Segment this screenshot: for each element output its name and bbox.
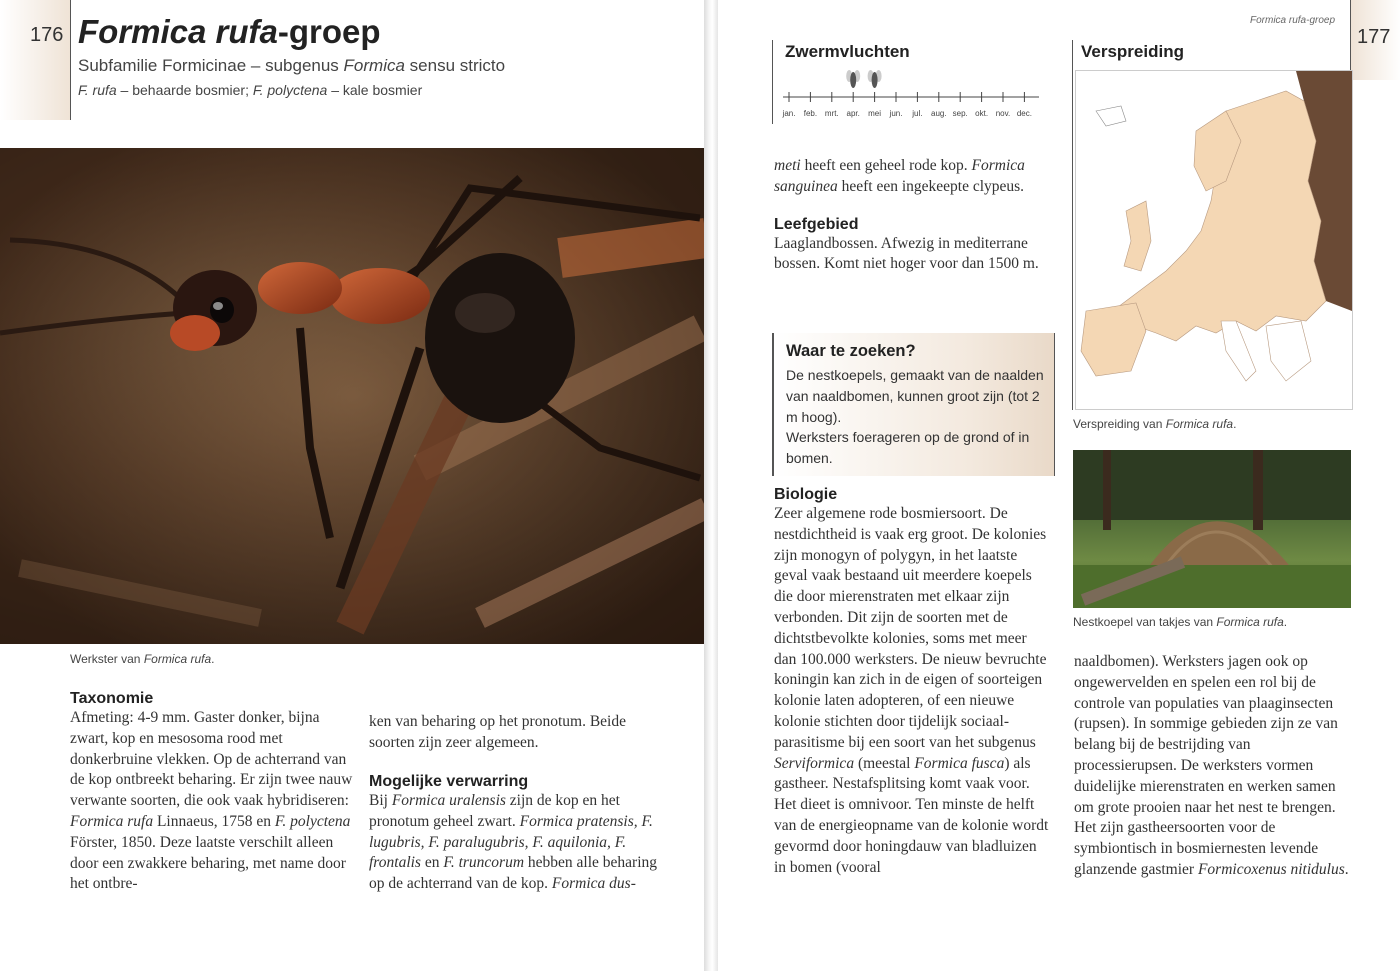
title-italic: Formica rufa bbox=[78, 13, 278, 50]
map-caption-prefix: Verspreiding van bbox=[1073, 417, 1166, 431]
italic-term: meti bbox=[774, 157, 801, 174]
month-label: apr. bbox=[846, 109, 860, 118]
waar-te-zoeken-heading: Waar te zoeken? bbox=[786, 342, 916, 360]
page-number-left: 176 bbox=[30, 24, 64, 46]
month-label: jul. bbox=[912, 109, 923, 118]
month-label: dec. bbox=[1016, 109, 1032, 118]
text-run: en bbox=[420, 854, 444, 872]
biologie-text-col-a bbox=[774, 504, 1050, 878]
right-column-main bbox=[774, 156, 1044, 275]
photo-caption-italic: Formica rufa bbox=[143, 652, 212, 666]
month-label: nov. bbox=[995, 109, 1011, 118]
text-run: (meestal bbox=[854, 754, 915, 772]
nest-caption-prefix: Nestkoepel van takjes van bbox=[1073, 615, 1217, 629]
subtitle-prefix: Subfamilie Formicinae – subgenus bbox=[78, 56, 344, 76]
flying-ant-icon bbox=[868, 70, 882, 88]
month-label: aug. bbox=[931, 109, 947, 118]
italic-term: Formica fusca bbox=[914, 754, 1005, 772]
common-name-species-a: F. rufa bbox=[78, 82, 117, 99]
ant-photo bbox=[0, 148, 706, 644]
taxonomie-continued bbox=[369, 712, 659, 754]
month-label: mrt. bbox=[824, 109, 839, 118]
italic-term: Formica uralensis bbox=[391, 792, 506, 809]
month-label: jan. bbox=[782, 109, 796, 118]
page-number-tab-left bbox=[0, 0, 71, 120]
nest-caption-italic: Formica rufa bbox=[1216, 615, 1284, 629]
flight-month-timeline bbox=[781, 66, 1043, 122]
italic-term: Formica pratensis, F. lugubris, F. paralugubris, F. aquilonia, F. frontalis bbox=[369, 812, 653, 872]
title-suffix: -groep bbox=[277, 13, 381, 50]
subtitle-suffix: sensu stricto bbox=[404, 56, 506, 76]
text-run: heeft een geheel rode kop. bbox=[800, 157, 972, 174]
taxonomie-text bbox=[70, 708, 355, 895]
text-run: Zeer algemene rode bosmiersoort. De nestdichtheid is vaak erg groot. De kolonies zijn monogyn of polygyn, in het laatste geval vaak bestaand uit meerdere koepels die door mierenstraten met elkaar zijn verbonden. Dit zijn de soorten met de dichtstbevolkte kolonies, soms met meer dan 100.000 werksters. De nieuw bevruchte koningin kan zich in de eigen of soorteigen kolonie laten adopteren, of een nieuwe kolonie stichten door tijdelijk sociaal-parasitisme bij een soort van het subgenus bbox=[774, 505, 1047, 751]
map-caption-italic: Formica rufa bbox=[1165, 417, 1234, 431]
common-name-b: – kale bosmier bbox=[327, 82, 423, 99]
verspreiding-heading: Verspreiding bbox=[1081, 42, 1184, 61]
book-gutter bbox=[704, 0, 718, 971]
italic-term: F. truncorum bbox=[443, 854, 525, 872]
flying-ant-icon bbox=[846, 70, 860, 88]
nest-caption-suffix: . bbox=[1283, 615, 1288, 629]
common-names bbox=[78, 82, 678, 98]
ant-illustration bbox=[0, 148, 706, 644]
common-name-species-b: F. polyctena bbox=[252, 82, 328, 99]
page-title bbox=[78, 14, 678, 50]
italic-term: Serviformica bbox=[774, 754, 855, 772]
text-run: hebben alle beharing op de achterrand van de kop. bbox=[369, 854, 658, 893]
month-label: mei bbox=[868, 109, 882, 118]
month-label: okt. bbox=[975, 109, 989, 118]
photo-caption-suffix: . bbox=[211, 652, 215, 666]
common-name-a: – behaarde bosmier; bbox=[116, 82, 253, 99]
waar-te-zoeken-text1: De nestkoepels, gemaakt van de naalden van naaldbomen, kunnen groot zijn (tot 2 m hoog). bbox=[786, 367, 1044, 425]
verwarring-section bbox=[369, 773, 659, 895]
leefgebied-heading: Leefgebied bbox=[774, 215, 859, 233]
biologie-heading: Biologie bbox=[774, 486, 838, 503]
nest-photo bbox=[1073, 450, 1351, 608]
zwermvluchten-heading: Zwermvluchten bbox=[785, 42, 910, 61]
text-run: Afmeting: 4-9 mm. Gaster donker, bijna zwart, kop en mesosoma rood met donkerbruine vlekken. Op de achterrand van de kop ontbreekt beharing. Er zijn twee nauw verwante soorten, die ook vaak hybridiseren: bbox=[70, 709, 353, 810]
taxonomie-heading: Taxonomie bbox=[70, 690, 154, 707]
text-run: ken van beharing op het pronotum. Beide soorten zijn zeer algemeen. bbox=[369, 713, 626, 751]
italic-term: Formica rufa bbox=[70, 812, 154, 830]
biologie-text-col-b bbox=[1074, 652, 1354, 881]
subtitle bbox=[78, 56, 678, 76]
biologie-continued bbox=[1074, 652, 1354, 881]
running-head: Formica rufa-groep bbox=[1250, 15, 1336, 26]
italic-term: Formica dus- bbox=[551, 875, 636, 893]
leefgebied-text: Laaglandbossen. Afwezig in mediterrane bossen. Komt niet hoger voor dan 1500 m. bbox=[774, 234, 1039, 273]
page-number-right: 177 bbox=[1357, 26, 1391, 48]
italic-term: Formica sanguinea bbox=[774, 157, 1025, 195]
page-number-tab-right bbox=[1350, 0, 1400, 80]
text-run: . bbox=[1344, 860, 1349, 878]
waar-te-zoeken-text2: Werksters foerageren op de grond of in bomen. bbox=[786, 429, 1030, 467]
verwarring-heading: Mogelijke verwarring bbox=[369, 773, 529, 790]
month-label: feb. bbox=[803, 109, 818, 118]
text-run: ) als gastheer. Nestafsplitsing komt vaak voor. Het dieet is omnivoor. Ten minste de helft van de energieopname van de kolonie wordt gevormd door honingdauw van bladluizen in bomen (vooral bbox=[774, 754, 1049, 876]
waar-te-zoeken-box bbox=[772, 333, 1055, 476]
distribution-map bbox=[1075, 70, 1353, 410]
text-run: Bij bbox=[369, 792, 392, 809]
verwarring-continued bbox=[774, 156, 1044, 198]
text-run: naaldbomen). Werksters jagen ook op ongewervelden en spelen een rol bij de controle van populaties van plaaginsecten (rupsen). In sommige gebieden zijn ze van belang bij de bestrijding van processierupsen. De werksters vormen duidelijke mierenstraten en werken samen om grote prooien naar het nest te brengen. Het zijn gastheersoorten voor de symbiontisch in bosmiernesten levende glanzende gastmier bbox=[1074, 653, 1338, 878]
italic-term: Formicoxenus nitidulus bbox=[1197, 860, 1345, 878]
photo-caption bbox=[70, 652, 215, 666]
map-caption-suffix: . bbox=[1233, 417, 1237, 431]
text-run: heeft een ingekeepte clypeus. bbox=[837, 177, 1025, 195]
italic-term: F. polyctena bbox=[274, 812, 351, 830]
text-run: Linnaeus, 1758 en bbox=[153, 812, 275, 830]
verspreiding-panel bbox=[1072, 40, 1353, 410]
verwarring-text bbox=[369, 791, 659, 895]
text-run: zijn de kop en het pronotum geheel zwart. bbox=[369, 792, 620, 830]
waar-te-zoeken-text bbox=[786, 365, 1046, 469]
taxonomie-section bbox=[70, 690, 355, 895]
map-caption bbox=[1073, 417, 1236, 431]
nest-caption bbox=[1073, 615, 1287, 629]
month-label: sep. bbox=[952, 109, 968, 118]
nest-illustration bbox=[1073, 450, 1351, 608]
zwermvluchten-panel bbox=[772, 40, 1048, 124]
subtitle-italic: Formica bbox=[343, 56, 405, 76]
title-block bbox=[78, 14, 678, 98]
biologie-section bbox=[774, 486, 1050, 878]
europe-map bbox=[1076, 71, 1352, 409]
text-run: Förster, 1850. Deze laatste verschilt alleen door een zwakkere beharing, met name door het ontbre- bbox=[70, 833, 346, 893]
photo-caption-prefix: Werkster van bbox=[70, 652, 144, 666]
month-label: jun. bbox=[889, 109, 903, 118]
